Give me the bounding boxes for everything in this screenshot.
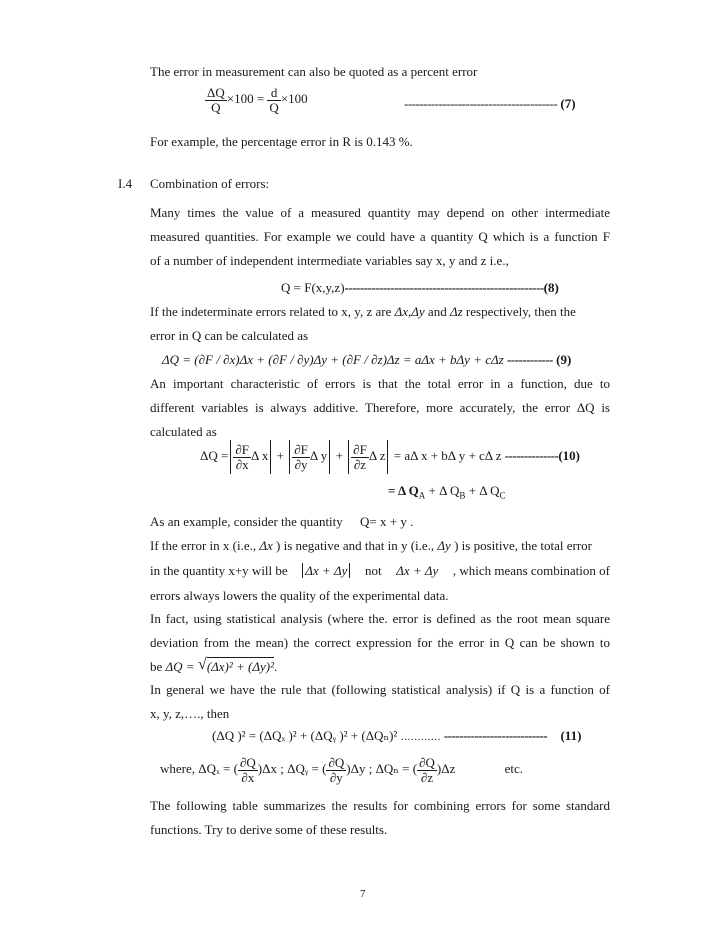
equation-10-sum: = Δ $Q_A + \Delta$ $Q_B + \Delta$ $Q_C$: [388, 483, 506, 501]
closing-line2: functions. Try to derive some of these results.: [150, 822, 388, 837]
paragraph-general-rule-line1: In general we have the rule that (following statistical analysis) if Q is a function of: [150, 682, 610, 697]
partial-f-z: $\frac{\partial F}{\partial z}$: [353, 441, 367, 472]
percent-error-intro: The error in measurement can also be quoted as a percent error: [150, 64, 478, 79]
paragraph-error-in-q: error in Q can be calculated as: [150, 328, 309, 343]
partial-error-terms: where, ΔQₓ = ( $\frac{\partial Q}{\partial x}$ )Δx ; ΔQᵧ = ( $\frac{\partial Q}{\partial y}$ )Δy ; ΔQₙ = ( $\frac{\partial Q}{\partial z}$ )Δz etc.: [160, 755, 524, 785]
equation-8: Q = F(x,y,z)----------------------------------------------------(8): [281, 280, 559, 295]
partial-f-y: $\frac{\partial F}{\partial y}$: [294, 441, 308, 472]
section-number: I.4: [118, 176, 133, 191]
paragraph-indeterminate-errors: If the indeterminate errors related to x, y, z are Δx,Δy and Δz respectively, then the: [150, 304, 576, 319]
partial-q-z: $\frac{\partial Q}{\partial z}$: [419, 755, 435, 785]
partial-q-y: $\frac{\partial Q}{\partial y}$: [328, 755, 345, 785]
equation-7-label: ---------------------------------------- (7): [404, 96, 576, 111]
paragraph-negative-error-line2: in the quantity x+y will be Δx + Δy not Δx + Δy , which means combination of: [150, 563, 610, 578]
partial-q-x: $\frac{\partial Q}{\partial x}$: [239, 755, 256, 785]
closing-line1: The following table summarizes the results for combining errors for some standard: [150, 798, 610, 813]
rms-error-expression: be ΔQ = √ (Δx)² + (Δy)².: [150, 656, 278, 674]
equation-10: ΔQ = $\frac{\partial F}{\partial x}$ Δ x + $\frac{\partial F}{\partial y}$ Δ y + $\frac{\partial F}{\partial z}$ Δ z = aΔ x + bΔ y + cΔ z --------------(10): [200, 440, 580, 474]
equation-7: $\frac{\Delta Q}{Q}$ ×100 = $\frac{d}{Q}$ ×100: [207, 85, 308, 115]
example-r-percent: For example, the percentage error in R is 0.143 %.: [150, 134, 413, 149]
paragraph-general-rule-line2: x, y, z,…., then: [150, 706, 230, 721]
page-number: 7: [360, 888, 366, 900]
partial-f-x: $\frac{\partial F}{\partial x}$: [235, 441, 249, 472]
fraction-dq-over-q: $\frac{\Delta Q}{Q}$: [207, 85, 225, 115]
square-root: √ (Δx)² + (Δy)²: [197, 656, 275, 674]
equation-9: ΔQ = (∂F / ∂x)Δx + (∂F / ∂y)Δy + (∂F / ∂z)Δz = aΔx + bΔy + cΔz ------------ (9): [162, 352, 572, 367]
fraction-d-over-q: $\frac{d}{Q}$: [269, 85, 279, 115]
section-title: Combination of errors:: [150, 176, 270, 191]
paragraph-negative-error-line1: If the error in x (i.e., Δx ) is negative and that in y (i.e., Δy ) is positive, the total error: [150, 538, 592, 553]
example-quantity: As an example, consider the quantity Q= x + y .: [150, 514, 414, 529]
paragraph-negative-error-line3: errors always lowers the quality of the experimental data.: [150, 588, 449, 603]
equation-11: (ΔQ )² = (ΔQₓ )² + (ΔQᵧ )² + (ΔQₙ)² ………… --------------------------- (11): [212, 728, 582, 743]
